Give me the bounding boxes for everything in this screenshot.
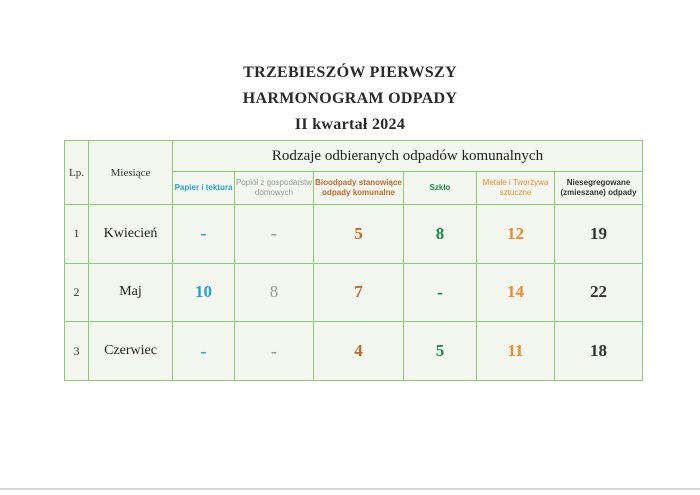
cell-paper: - — [173, 205, 235, 264]
cell-metal-plastic: 12 — [477, 205, 555, 264]
title-location: TRZEBIESZÓW PIERWSZY — [243, 64, 457, 81]
title-block — [0, 60, 700, 138]
header-month: Miesiące — [89, 141, 173, 205]
cell-bio: 7 — [314, 263, 404, 322]
cell-mixed: 22 — [555, 263, 643, 322]
cell-paper: - — [173, 322, 235, 381]
category-mixed: Niesegregowane (zmieszane) odpady — [555, 172, 643, 205]
header-lp: Lp. — [65, 141, 89, 205]
cell-glass: 8 — [404, 205, 477, 264]
cell-metal-plastic: 14 — [477, 263, 555, 322]
table-row — [65, 263, 643, 322]
title-schedule: HARMONOGRAM ODPADY — [242, 90, 458, 107]
header-waste-types: Rodzaje odbieranych odpadów komunalnych — [173, 141, 643, 172]
cell-mixed: 19 — [555, 205, 643, 264]
cell-mixed: 18 — [555, 322, 643, 381]
header-row-group — [65, 141, 643, 172]
row-lp: 3 — [65, 322, 89, 381]
category-paper: Papier i tektura — [173, 172, 235, 205]
category-bio: Bioodpady stanowiące odpady komunalne — [314, 172, 404, 205]
cell-ash: 8 — [235, 263, 314, 322]
row-month: Czerwiec — [89, 322, 173, 381]
row-lp: 2 — [65, 263, 89, 322]
cell-bio: 4 — [314, 322, 404, 381]
cell-glass: - — [404, 263, 477, 322]
page-edge-divider — [0, 488, 700, 490]
cell-paper: 10 — [173, 263, 235, 322]
row-lp: 1 — [65, 205, 89, 264]
cell-ash: - — [235, 322, 314, 381]
category-metal-plastic: Metale i Tworzywa sztuczne — [477, 172, 555, 205]
cell-metal-plastic: 11 — [477, 322, 555, 381]
table-row — [65, 322, 643, 381]
row-month: Maj — [89, 263, 173, 322]
cell-ash: - — [235, 205, 314, 264]
category-ash: Popiół z gospodarstw domowych — [235, 172, 314, 205]
schedule-table — [64, 140, 643, 381]
cell-bio: 5 — [314, 205, 404, 264]
title-quarter: II kwartał 2024 — [294, 116, 406, 133]
table-row — [65, 205, 643, 264]
cell-glass: 5 — [404, 322, 477, 381]
row-month: Kwiecień — [89, 205, 173, 264]
category-glass: Szkło — [404, 172, 477, 205]
